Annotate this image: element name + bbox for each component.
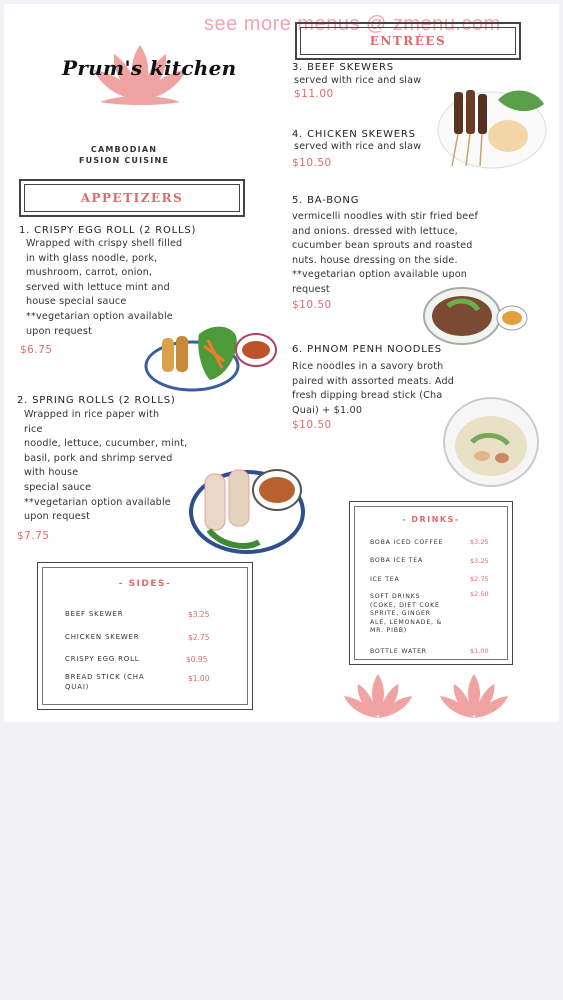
entree-6-title: 6. PHNOM PENH NOODLES	[292, 344, 442, 355]
entree-4-desc: served with rice and slaw	[294, 141, 422, 152]
noodle-soup-photo	[442, 396, 540, 488]
menu-sheet	[4, 4, 559, 722]
entree-3-desc: served with rice and slaw	[294, 75, 422, 86]
drink-price: $2.75	[470, 575, 489, 583]
drinks-title: - DRINKS-	[402, 515, 460, 524]
brand-name: Prum's kitchen	[62, 56, 237, 80]
sides-panel	[37, 562, 253, 710]
side-label: CHICKEN SKEWER	[65, 633, 140, 641]
side-price: $1.00	[188, 674, 210, 683]
entree-4-title: 4. CHICKEN SKEWERS	[292, 129, 416, 140]
appetizer-1-title: 1. CRISPY EGG ROLL (2 ROLLS)	[19, 225, 197, 236]
lotus-icon	[436, 672, 512, 722]
appetizer-2-desc: Wrapped in rice paper with rice noodle, lettuce, cucumber, mint, basil, pork and shrimp served with house special sauce **vegetarian option available upon request	[24, 409, 188, 523]
drink-label: BOBA ICE TEA	[370, 557, 423, 564]
appetizer-1-price: $6.75	[20, 344, 53, 356]
brand-tagline: CAMBODIAN FUSION CUISINE	[78, 145, 170, 165]
side-label: BREAD STICK (CHA QUAI)	[65, 673, 145, 691]
appetizer-2-title: 2. SPRING ROLLS (2 ROLLS)	[17, 395, 176, 406]
side-label: CRISPY EGG ROLL	[65, 655, 140, 663]
drink-label: SOFT DRINKS (COKE, DIET COKE SPRITE, GINGER ALE, LEMONADE, & MR. PIBB)	[370, 593, 443, 635]
drink-label: ICE TEA	[370, 576, 400, 583]
watermark: see more menus @ zmenu.com	[204, 13, 501, 35]
entree-3-price: $11.00	[294, 88, 334, 100]
drink-price: $3.25	[470, 538, 489, 546]
appetizer-2-price: $7.75	[17, 530, 50, 542]
entree-6-price: $10.50	[292, 419, 332, 431]
spring-roll-photo	[187, 450, 309, 558]
skewers-photo	[436, 80, 548, 172]
appetizers-header	[19, 179, 245, 217]
ba-bong-photo	[422, 282, 532, 348]
drink-price: $1.00	[470, 647, 489, 655]
drink-label: BOBA ICED COFFEE	[370, 539, 444, 546]
drinks-panel	[349, 501, 513, 665]
lotus-icon	[340, 672, 416, 722]
appetizer-1-desc: Wrapped with crispy shell filled in with glass noodle, pork, mushroom, carrot, onion, served with lettuce mint and house special sauce **vegetarian option available upon request	[26, 238, 183, 337]
appetizers-title: APPETIZERS	[24, 184, 240, 212]
entrees-title: ENTRÉES	[300, 27, 516, 55]
drink-price: $3.25	[470, 557, 489, 565]
entrees-header	[295, 22, 521, 60]
entree-6-desc: Rice noodles in a savory broth paired with assorted meats. Add fresh dipping bread stick (Cha Quai) + $1.00	[292, 361, 455, 416]
side-price: $3.25	[188, 610, 210, 619]
side-price: $0.95	[186, 655, 208, 664]
entree-5-title: 5. BA-BONG	[292, 195, 360, 206]
drink-price: $2.50	[470, 590, 489, 598]
drink-label: BOTTLE WATER	[370, 648, 427, 655]
entree-5-price: $10.50	[292, 299, 332, 311]
side-price: $2.75	[188, 633, 210, 642]
entree-5-desc: vermicelli noodles with stir fried beef and onions. dressed with lettuce, cucumber bean sprouts and roasted nuts. house dressing on the side. **vegetarian option available upon request	[292, 211, 479, 295]
egg-roll-photo	[144, 316, 279, 394]
entree-4-price: $10.50	[292, 157, 332, 169]
sides-title: - SIDES-	[118, 579, 172, 589]
side-label: BEEF SKEWER	[65, 610, 124, 618]
entree-3-title: 3. BEEF SKEWERS	[292, 62, 394, 73]
